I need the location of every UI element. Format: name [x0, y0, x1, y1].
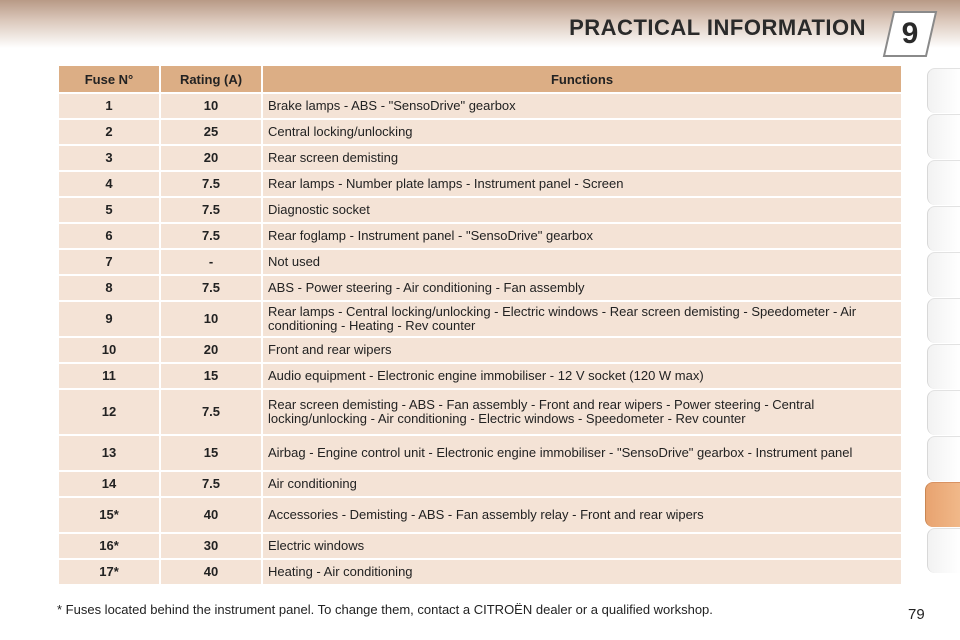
fuse-number-cell: 8 — [59, 276, 159, 300]
fuse-number-cell: 12 — [59, 390, 159, 434]
table-row — [59, 94, 901, 118]
page-number: 79 — [908, 606, 925, 623]
table-row — [59, 120, 901, 144]
rating-cell: - — [161, 250, 261, 274]
table-row — [59, 224, 901, 248]
header-functions: Functions — [263, 66, 901, 92]
fuse-number-cell: 10 — [59, 338, 159, 362]
rating-cell: 15 — [161, 436, 261, 470]
fuse-number-cell: 1 — [59, 94, 159, 118]
functions-cell: Rear screen demisting — [263, 146, 901, 170]
chapter-tab[interactable] — [927, 252, 960, 297]
page-title: PRACTICAL INFORMATION — [569, 15, 866, 40]
table-row — [59, 172, 901, 196]
table-row — [59, 436, 901, 470]
rating-cell: 20 — [161, 146, 261, 170]
functions-cell: Rear screen demisting - ABS - Fan assembly - Front and rear wipers - Power steering - Central locking/unlocking - Air conditioning - Electric windows - Speedometer - Rev counter — [263, 390, 901, 434]
chapter-tab[interactable] — [927, 436, 960, 481]
rating-cell: 40 — [161, 560, 261, 584]
table-row — [59, 276, 901, 300]
functions-cell: Front and rear wipers — [263, 338, 901, 362]
functions-cell: Air conditioning — [263, 472, 901, 496]
fuse-number-cell: 2 — [59, 120, 159, 144]
footnote: * Fuses located behind the instrument panel. To change them, contact a CITROËN dealer or a qualified workshop. — [57, 602, 713, 617]
rating-cell: 25 — [161, 120, 261, 144]
fuse-number-cell: 15* — [59, 498, 159, 532]
table-row — [59, 364, 901, 388]
chapter-tab[interactable] — [927, 298, 960, 343]
rating-cell: 10 — [161, 94, 261, 118]
header-fuse-number: Fuse N° — [59, 66, 159, 92]
chapter-badge — [880, 8, 940, 60]
functions-cell: Rear lamps - Central locking/unlocking - Electric windows - Rear screen demisting - Speedometer - Air conditioning - Heating - Rev counter — [263, 302, 901, 336]
fuse-number-cell: 3 — [59, 146, 159, 170]
fuse-number-cell: 17* — [59, 560, 159, 584]
table-header-row — [59, 66, 901, 92]
table-row — [59, 198, 901, 222]
functions-cell: Heating - Air conditioning — [263, 560, 901, 584]
rating-cell: 7.5 — [161, 172, 261, 196]
table-row — [59, 498, 901, 532]
chapter-tab[interactable] — [927, 528, 960, 573]
rating-cell: 7.5 — [161, 224, 261, 248]
chapter-tab[interactable] — [925, 482, 960, 527]
functions-cell: Rear lamps - Number plate lamps - Instrument panel - Screen — [263, 172, 901, 196]
rating-cell: 15 — [161, 364, 261, 388]
rating-cell: 7.5 — [161, 198, 261, 222]
functions-cell: Rear foglamp - Instrument panel - "SensoDrive" gearbox — [263, 224, 901, 248]
rating-cell: 7.5 — [161, 390, 261, 434]
functions-cell: Diagnostic socket — [263, 198, 901, 222]
chapter-tab[interactable] — [927, 344, 960, 389]
rating-cell: 30 — [161, 534, 261, 558]
fuse-number-cell: 6 — [59, 224, 159, 248]
rating-cell: 10 — [161, 302, 261, 336]
table-body — [59, 94, 901, 584]
chapter-number: 9 — [901, 17, 919, 50]
fuse-number-cell: 5 — [59, 198, 159, 222]
rating-cell: 7.5 — [161, 472, 261, 496]
functions-cell: Electric windows — [263, 534, 901, 558]
rating-cell: 7.5 — [161, 276, 261, 300]
chapter-tab[interactable] — [927, 68, 960, 113]
chapter-tab[interactable] — [927, 390, 960, 435]
chapter-tab[interactable] — [927, 114, 960, 159]
functions-cell: ABS - Power steering - Air conditioning - Fan assembly — [263, 276, 901, 300]
fuse-number-cell: 7 — [59, 250, 159, 274]
functions-cell: Accessories - Demisting - ABS - Fan assembly relay - Front and rear wipers — [263, 498, 901, 532]
functions-cell: Brake lamps - ABS - "SensoDrive" gearbox — [263, 94, 901, 118]
table-row — [59, 472, 901, 496]
rating-cell: 40 — [161, 498, 261, 532]
header-rating: Rating (A) — [161, 66, 261, 92]
table-row — [59, 338, 901, 362]
chapter-tab[interactable] — [927, 206, 960, 251]
fuse-number-cell: 4 — [59, 172, 159, 196]
rating-cell: 20 — [161, 338, 261, 362]
functions-cell: Not used — [263, 250, 901, 274]
functions-cell: Central locking/unlocking — [263, 120, 901, 144]
fuse-number-cell: 16* — [59, 534, 159, 558]
fuse-number-cell: 11 — [59, 364, 159, 388]
fuse-table — [57, 64, 903, 586]
fuse-number-cell: 13 — [59, 436, 159, 470]
functions-cell: Audio equipment - Electronic engine immobiliser - 12 V socket (120 W max) — [263, 364, 901, 388]
fuse-number-cell: 9 — [59, 302, 159, 336]
table-row — [59, 302, 901, 336]
fuse-number-cell: 14 — [59, 472, 159, 496]
chapter-tab[interactable] — [927, 160, 960, 205]
table-row — [59, 560, 901, 584]
table-row — [59, 390, 901, 434]
table-row — [59, 146, 901, 170]
chapter-tabs — [927, 68, 960, 576]
table-row — [59, 250, 901, 274]
functions-cell: Airbag - Engine control unit - Electronic engine immobiliser - "SensoDrive" gearbox - Instrument panel — [263, 436, 901, 470]
table-row — [59, 534, 901, 558]
